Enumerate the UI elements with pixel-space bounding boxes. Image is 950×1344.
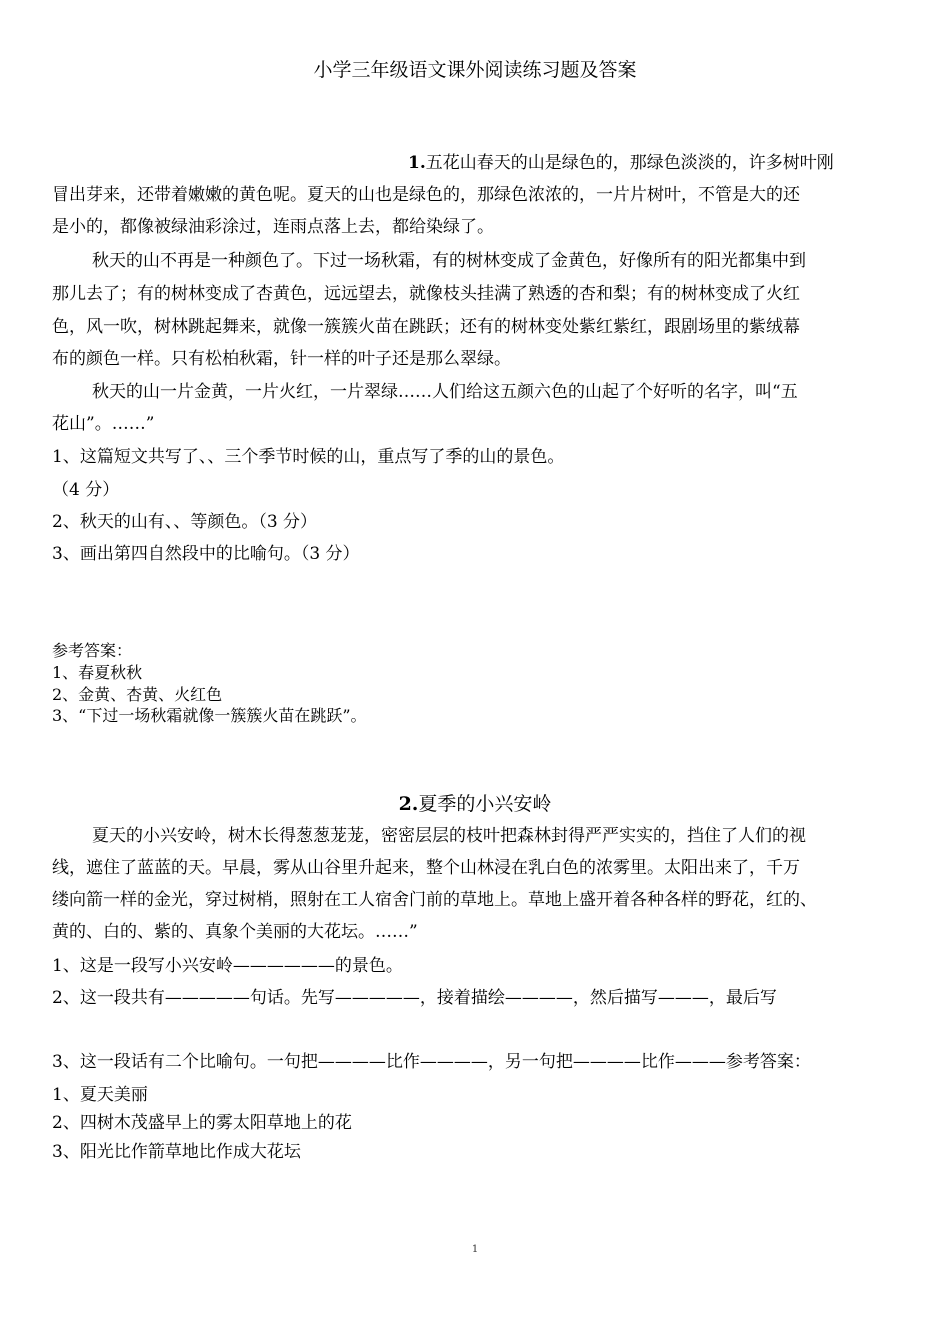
section1-line: 花山”。……” [52, 414, 155, 434]
section2-line: 缕向箭一样的金光，穿过树梢，照射在工人宿舍门前的草地上。草地上盛开着各种各样的野花，红的、 [52, 890, 817, 910]
section1-answer: 1、春夏秋秋 [52, 663, 143, 682]
section2-heading [0, 792, 950, 816]
section1-question: 2、秋天的山有、、等颜色。（3 分） [52, 512, 318, 532]
section1-line: 秋天的山一片金黄，一片火红，一片翠绿……人们给这五颜六色的山起了个好听的名字，叫“五 [92, 382, 798, 402]
section2-answer: 2、四树木茂盛早上的雾太阳草地上的花 [52, 1113, 352, 1133]
section1-answer: 3、“下过一场秋霜就像一簇簇火苗在跳跃”。 [52, 706, 367, 725]
section2-title: 夏季的小兴安岭 [418, 793, 552, 815]
page-title: 小学三年级语文课外阅读练习题及答案 [313, 59, 637, 81]
section2-question: 2、这一段共有—————句话。先写—————，接着描绘————，然后描写———，最后写 [52, 988, 777, 1008]
section2-line: 夏天的小兴安岭，树木长得葱葱茏茏，密密层层的枝叶把森林封得严严实实的，挡住了人们的视 [92, 826, 806, 846]
section1-answer: 2、金黄、杏黄、火红色 [52, 685, 223, 704]
section1-line: 是小的，都像被绿油彩涂过，连雨点落上去，都给染绿了。 [52, 217, 494, 237]
section2-question: 3、这一段话有二个比喻句。一句把————比作————，另一句把————比作———参考答案： [52, 1052, 811, 1072]
section2-line: 黄的、白的、紫的、真象个美丽的大花坛。……” [52, 922, 418, 942]
section1-question: 3、画出第四自然段中的比喻句。（3 分） [52, 544, 360, 564]
section1-answer: 参考答案： [52, 641, 133, 660]
page-number: 1 [471, 1244, 479, 1255]
section2-answer: 1、夏天美丽 [52, 1085, 148, 1105]
section1-line: 色，风一吹，树林跳起舞来，就像一簇簇火苗在跳跃；还有的树林变处紫红紫红，跟剧场里的紫绒幕 [52, 317, 800, 337]
section2-answer: 3、阳光比作箭草地比作成大花坛 [52, 1142, 301, 1162]
section1-line: 五花山春天的山是绿色的，那绿色淡淡的，许多树叶刚 [425, 153, 834, 173]
section1-line: 冒出芽来，还带着嫩嫩的黄色呢。夏天的山也是绿色的，那绿色浓浓的，一片片树叶，不管是大的还 [52, 185, 800, 205]
section2-line: 线，遮住了蓝蓝的天。早晨，雾从山谷里升起来，整个山林浸在乳白色的浓雾里。太阳出来了，千万 [52, 858, 800, 878]
section1-line: 布的颜色一样。只有松柏秋霜，针一样的叶子还是那么翠绿。 [52, 349, 511, 369]
section1-line: 那儿去了；有的树林变成了杏黄色，远远望去，就像枝头挂满了熟透的杏和梨；有的树林变成了火红 [52, 284, 800, 304]
section1-question: 1、这篇短文共写了、、三个季节时候的山，重点写了季的山的景色。 [52, 447, 565, 467]
section2-question: 1、这是一段写小兴安岭——————的景色。 [52, 956, 403, 976]
section1-number: 1. [408, 153, 426, 173]
section1-line: 秋天的山不再是一种颜色了。下过一场秋霜，有的树林变成了金黄色，好像所有的阳光都集中到 [92, 251, 806, 271]
section2-number: 2. [398, 793, 419, 815]
section1-question: （4 分） [52, 480, 120, 500]
section1-first-line [408, 152, 834, 174]
